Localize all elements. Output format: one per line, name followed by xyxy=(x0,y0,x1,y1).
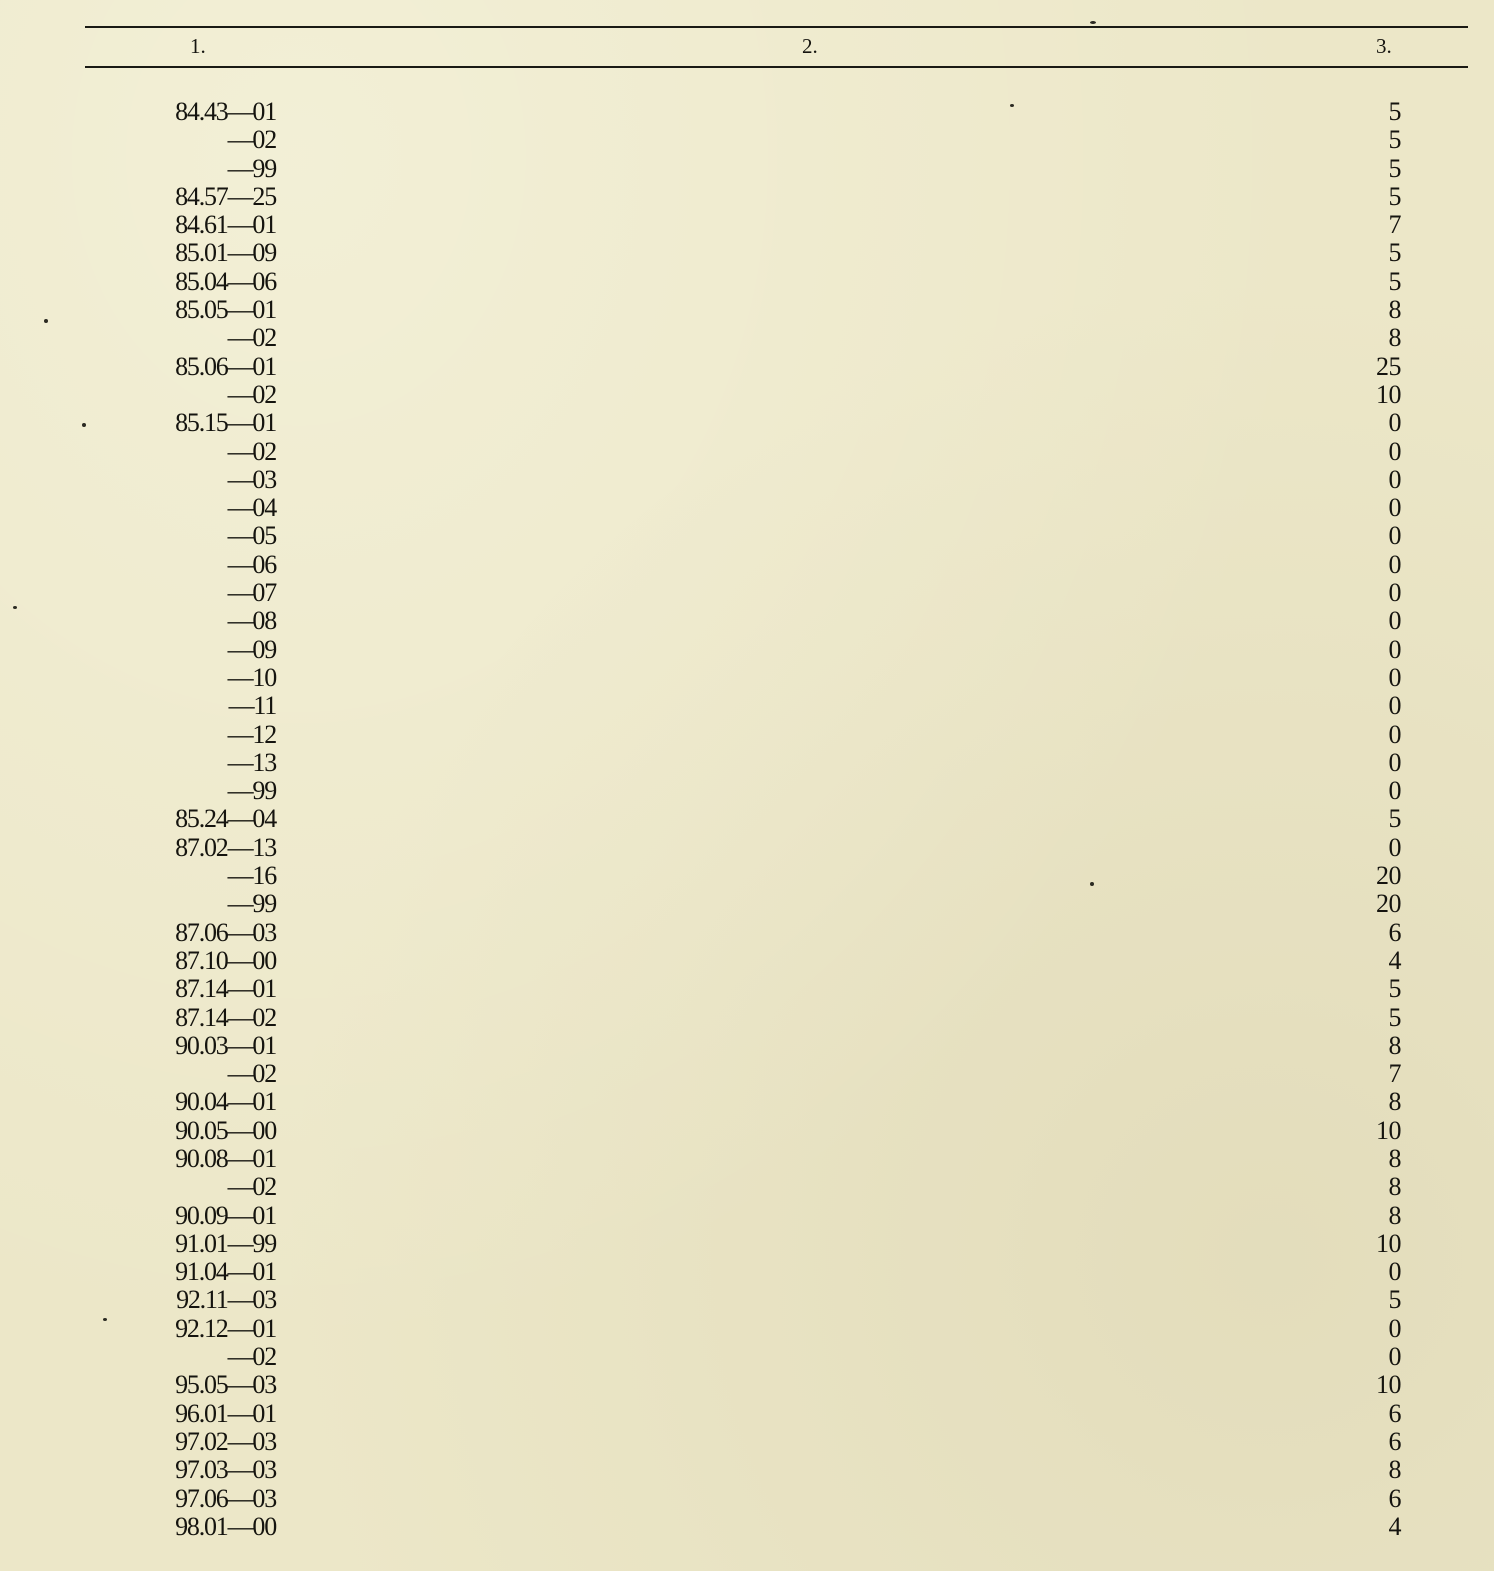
tariff-rate: 0 xyxy=(1388,691,1401,721)
table-row xyxy=(0,267,1494,295)
tariff-code: 85.05—01 xyxy=(175,295,276,325)
tariff-code: 97.06—03 xyxy=(175,1483,276,1513)
table-row xyxy=(0,889,1494,917)
tariff-code: —02 xyxy=(227,323,276,353)
tariff-rate: 5 xyxy=(1388,1285,1401,1315)
column-header-2: 2. xyxy=(802,34,818,58)
table-row xyxy=(0,437,1494,465)
table-row xyxy=(0,154,1494,182)
print-speck xyxy=(44,319,48,323)
tariff-rate: 25 xyxy=(1376,351,1401,381)
table-top-rule xyxy=(85,26,1468,28)
tariff-code: 85.24—04 xyxy=(175,804,276,834)
tariff-rate: 5 xyxy=(1388,153,1401,183)
tariff-rate: 5 xyxy=(1388,804,1401,834)
tariff-rate: 0 xyxy=(1388,493,1401,523)
table-row xyxy=(0,1087,1494,1115)
tariff-code: —10 xyxy=(227,662,276,692)
tariff-rate: 0 xyxy=(1388,1313,1401,1343)
tariff-code: —04 xyxy=(227,493,276,523)
print-speck xyxy=(103,1318,107,1321)
tariff-rate: 5 xyxy=(1388,974,1401,1004)
table-row xyxy=(0,946,1494,974)
tariff-rate: 8 xyxy=(1388,1030,1401,1060)
table-row xyxy=(0,833,1494,861)
table-row xyxy=(0,1031,1494,1059)
tariff-rate: 6 xyxy=(1388,917,1401,947)
tariff-code: 91.01—99 xyxy=(175,1228,276,1258)
print-speck xyxy=(1010,104,1014,107)
table-header-rule xyxy=(85,66,1468,68)
table-row xyxy=(0,663,1494,691)
tariff-rate: 0 xyxy=(1388,549,1401,579)
table-row xyxy=(0,1116,1494,1144)
tariff-code: —06 xyxy=(227,549,276,579)
tariff-code: 90.05—00 xyxy=(175,1115,276,1145)
tariff-rate: 5 xyxy=(1388,181,1401,211)
tariff-rate: 4 xyxy=(1388,945,1401,975)
column-header-3: 3. xyxy=(1376,34,1392,58)
tariff-rate: 20 xyxy=(1376,889,1401,919)
tariff-table-body xyxy=(0,97,1494,1540)
tariff-rate: 0 xyxy=(1388,832,1401,862)
table-row xyxy=(0,323,1494,351)
tariff-rate: 5 xyxy=(1388,266,1401,296)
tariff-rate: 0 xyxy=(1388,464,1401,494)
table-row xyxy=(0,1455,1494,1483)
tariff-rate: 0 xyxy=(1388,1257,1401,1287)
table-row xyxy=(0,408,1494,436)
tariff-code: 87.14—01 xyxy=(175,974,276,1004)
tariff-code: 87.02—13 xyxy=(175,832,276,862)
tariff-rate: 0 xyxy=(1388,606,1401,636)
tariff-code: 91.04—01 xyxy=(175,1257,276,1287)
table-row xyxy=(0,974,1494,1002)
tariff-code: —99 xyxy=(227,889,276,919)
tariff-rate: 8 xyxy=(1388,1143,1401,1173)
table-row xyxy=(0,1003,1494,1031)
tariff-code: 85.01—09 xyxy=(175,238,276,268)
tariff-code: —05 xyxy=(227,521,276,551)
tariff-rate: 8 xyxy=(1388,295,1401,325)
table-row xyxy=(0,521,1494,549)
tariff-code: 85.15—01 xyxy=(175,408,276,438)
tariff-code: —02 xyxy=(227,1059,276,1089)
table-row xyxy=(0,238,1494,266)
tariff-code: 87.06—03 xyxy=(175,917,276,947)
tariff-code: —99 xyxy=(227,153,276,183)
tariff-code: —02 xyxy=(227,436,276,466)
tariff-code: 92.12—01 xyxy=(175,1313,276,1343)
table-row xyxy=(0,720,1494,748)
tariff-rate: 8 xyxy=(1388,1172,1401,1202)
table-row xyxy=(0,97,1494,125)
tariff-code: —13 xyxy=(227,747,276,777)
tariff-code: —02 xyxy=(227,1172,276,1202)
tariff-code: 96.01—01 xyxy=(175,1398,276,1428)
tariff-code: —08 xyxy=(227,606,276,636)
tariff-code: 85.06—01 xyxy=(175,351,276,381)
tariff-code: 97.03—03 xyxy=(175,1455,276,1485)
print-speck xyxy=(1090,21,1096,24)
table-row xyxy=(0,635,1494,663)
tariff-rate: 4 xyxy=(1388,1511,1401,1541)
table-row xyxy=(0,804,1494,832)
column-header-1: 1. xyxy=(190,34,206,58)
tariff-code: —11 xyxy=(228,691,276,721)
tariff-rate: 6 xyxy=(1388,1426,1401,1456)
table-row xyxy=(0,1172,1494,1200)
table-row xyxy=(0,1229,1494,1257)
tariff-rate: 10 xyxy=(1376,1228,1401,1258)
tariff-code: 87.10—00 xyxy=(175,945,276,975)
tariff-code: 90.09—01 xyxy=(175,1200,276,1230)
tariff-rate: 8 xyxy=(1388,1455,1401,1485)
tariff-code: 95.05—03 xyxy=(175,1370,276,1400)
tariff-rate: 7 xyxy=(1388,1059,1401,1089)
table-row xyxy=(0,861,1494,889)
print-speck xyxy=(82,423,86,427)
tariff-rate: 8 xyxy=(1388,1087,1401,1117)
tariff-code: —07 xyxy=(227,578,276,608)
table-row xyxy=(0,465,1494,493)
table-row xyxy=(0,1144,1494,1172)
tariff-rate: 5 xyxy=(1388,238,1401,268)
table-row xyxy=(0,776,1494,804)
tariff-rate: 0 xyxy=(1388,662,1401,692)
tariff-code: —03 xyxy=(227,464,276,494)
tariff-code: —99 xyxy=(227,776,276,806)
tariff-rate: 20 xyxy=(1376,861,1401,891)
table-row xyxy=(0,352,1494,380)
tariff-rate: 10 xyxy=(1376,1370,1401,1400)
tariff-rate: 0 xyxy=(1388,436,1401,466)
tariff-code: 90.08—01 xyxy=(175,1143,276,1173)
tariff-code: 84.61—01 xyxy=(175,210,276,240)
tariff-rate: 5 xyxy=(1388,125,1401,155)
table-row xyxy=(0,210,1494,238)
tariff-code: 84.43—01 xyxy=(175,97,276,126)
tariff-code: —09 xyxy=(227,634,276,664)
tariff-code: —16 xyxy=(227,861,276,891)
tariff-code: —02 xyxy=(227,125,276,155)
table-row xyxy=(0,1342,1494,1370)
print-speck xyxy=(1090,882,1094,886)
tariff-rate: 6 xyxy=(1388,1483,1401,1513)
table-row xyxy=(0,1059,1494,1087)
tariff-rate: 6 xyxy=(1388,1398,1401,1428)
tariff-code: —02 xyxy=(227,379,276,409)
tariff-code: 84.57—25 xyxy=(175,181,276,211)
table-row xyxy=(0,578,1494,606)
tariff-rate: 0 xyxy=(1388,776,1401,806)
tariff-rate: 0 xyxy=(1388,408,1401,438)
table-row xyxy=(0,1285,1494,1313)
tariff-rate: 0 xyxy=(1388,747,1401,777)
tariff-rate: 8 xyxy=(1388,1200,1401,1230)
table-row xyxy=(0,1201,1494,1229)
tariff-rate: 0 xyxy=(1388,634,1401,664)
tariff-code: 85.04—06 xyxy=(175,266,276,296)
tariff-code: —02 xyxy=(227,1342,276,1372)
tariff-code: —12 xyxy=(227,719,276,749)
table-row xyxy=(0,380,1494,408)
tariff-code: 90.04—01 xyxy=(175,1087,276,1117)
table-row xyxy=(0,1427,1494,1455)
table-row xyxy=(0,125,1494,153)
tariff-code: 90.03—01 xyxy=(175,1030,276,1060)
tariff-code: 87.14—02 xyxy=(175,1002,276,1032)
table-row xyxy=(0,748,1494,776)
table-row xyxy=(0,1512,1494,1540)
tariff-rate: 10 xyxy=(1376,379,1401,409)
tariff-rate: 10 xyxy=(1376,1115,1401,1145)
tariff-rate: 5 xyxy=(1388,97,1401,126)
tariff-code: 92.11—03 xyxy=(176,1285,276,1315)
table-row xyxy=(0,295,1494,323)
tariff-rate: 7 xyxy=(1388,210,1401,240)
table-row xyxy=(0,1370,1494,1398)
tariff-rate: 0 xyxy=(1388,521,1401,551)
table-row xyxy=(0,918,1494,946)
tariff-code: 98.01—00 xyxy=(175,1511,276,1541)
tariff-rate: 5 xyxy=(1388,1002,1401,1032)
tariff-rate: 0 xyxy=(1388,578,1401,608)
table-row xyxy=(0,550,1494,578)
tariff-rate: 0 xyxy=(1388,1342,1401,1372)
tariff-code: 97.02—03 xyxy=(175,1426,276,1456)
table-row xyxy=(0,691,1494,719)
table-row xyxy=(0,1257,1494,1285)
tariff-rate: 8 xyxy=(1388,323,1401,353)
table-row xyxy=(0,182,1494,210)
table-row xyxy=(0,1399,1494,1427)
table-row xyxy=(0,1314,1494,1342)
print-speck xyxy=(13,606,17,609)
table-row xyxy=(0,606,1494,634)
table-row xyxy=(0,1484,1494,1512)
tariff-rate: 0 xyxy=(1388,719,1401,749)
table-row xyxy=(0,493,1494,521)
